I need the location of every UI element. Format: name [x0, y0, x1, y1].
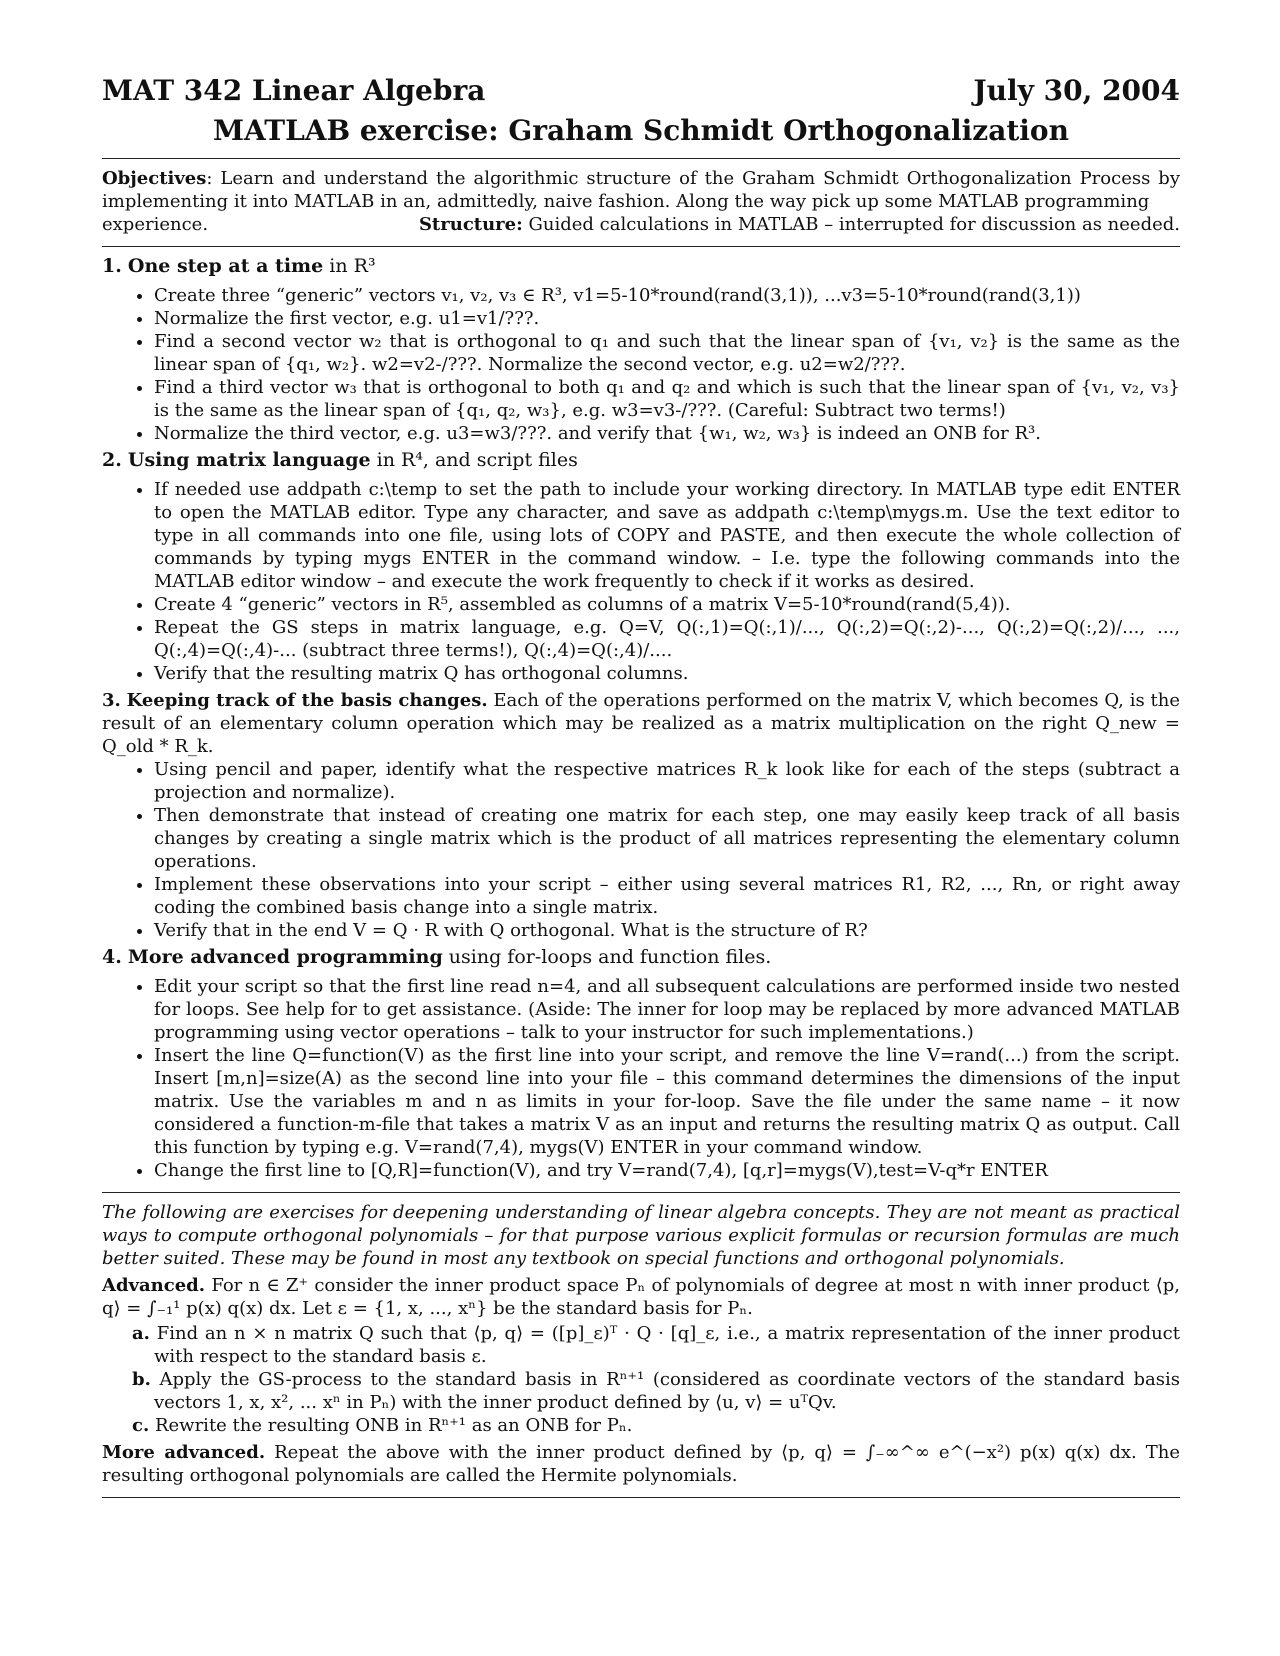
list-item: • Find a third vector w₃ that is orthogonal to both q₁ and q₂ and which is such that the linear span of {v₁, v₂, v₃} is the same as the linear span of {q₁, q₂, w₃}, e.g. w3=v3-/???. (Careful: Subtract two terms!) — [154, 376, 1180, 422]
section-3-intro — [102, 689, 1180, 758]
section-list — [102, 975, 1180, 1182]
divider — [102, 1497, 1180, 1498]
structure-label: Structure: — [418, 214, 523, 235]
list-item — [132, 1322, 1180, 1368]
list-item: • Verify that the resulting matrix Q has orthogonal columns. — [154, 662, 1180, 685]
section-number: 4. — [102, 946, 122, 968]
objectives-last-line — [102, 213, 1180, 236]
divider — [102, 158, 1180, 159]
list-item: • Edit your script so that the first line read n=4, and all subsequent calculations are performed inside two nested for loops. See help for to get assistance. (Aside: The inner for loop may be replaced by more advanced MATLAB programming using vector operations – talk to your instructor for such implementations.) — [154, 975, 1180, 1044]
item-label: a. — [132, 1323, 150, 1344]
course-title: MAT 342 Linear Algebra — [102, 74, 486, 107]
list-item: • Find a second vector w₂ that is orthogonal to q₁ and such that the linear span of {v₁, v₂} is the same as the linear span of {q₁, w₂}. w2=v2-/???. Normalize the second vector, e.g. u2=w2/???. — [154, 330, 1180, 376]
section-list — [102, 758, 1180, 942]
objectives — [102, 167, 1180, 213]
advanced-exercise — [102, 1274, 1180, 1320]
header-date: July 30, 2004 — [973, 74, 1180, 107]
list-item: • Repeat the GS steps in matrix language, e.g. Q=V, Q(:,1)=Q(:,1)/..., Q(:,2)=Q(:,2)-..., Q(:,2)=Q(:,2)/..., ..., Q(:,4)=Q(:,4)-... (subtract three terms!), Q(:,4)=Q(:,4)/.... — [154, 616, 1180, 662]
list-item — [132, 1414, 1180, 1437]
section-title: Using matrix language — [127, 449, 371, 471]
advanced-label: Advanced. — [102, 1275, 206, 1296]
list-item: • Insert the line Q=function(V) as the first line into your script, and remove the line V=rand(...) from the script. Insert [m,n]=size(A) as the second line into your file – this command determines the dimensions of the input matrix. Use the variables m and n as limits in your for-loop. Save the file under the same name – it now considered a function-m-file that takes a matrix V as an input and returns the resulting matrix Q as output. Call this function by typing e.g. V=rand(7,4), mygs(V) ENTER in your command window. — [154, 1044, 1180, 1159]
item-label: c. — [132, 1415, 150, 1436]
section-title: Keeping track of the basis changes. — [126, 690, 488, 711]
section-number: 1. — [102, 255, 122, 277]
section-title-suffix: using for-loops and function files. — [448, 946, 772, 968]
section-title: More advanced programming — [127, 946, 443, 968]
list-item: • Verify that in the end V = Q · R with Q orthogonal. What is the structure of R? — [154, 919, 1180, 942]
more-advanced-text: Repeat the above with the inner product defined by ⟨p, q⟩ = ∫₋∞^∞ e^(−x²) p(x) q(x) dx. The resulting orthogonal polynomials are called the Hermite polynomials. — [102, 1442, 1180, 1486]
item-label: b. — [132, 1369, 151, 1390]
aside-note: The following are exercises for deepening understanding of linear algebra concepts. They are not meant as practical ways to compute orthogonal polynomials – for that purpose various explicit formulas or recursion formulas are much better suited. These may be found in most any textbook on special functions and orthogonal polynomials. — [102, 1202, 1180, 1269]
list-item: • Create three “generic” vectors v₁, v₂, v₃ ∈ R³, v1=5-10*round(rand(3,1)), ...v3=5-10*round(rand(3,1)) — [154, 284, 1180, 307]
header — [102, 74, 1180, 108]
list-item: • Create 4 “generic” vectors in R⁵, assembled as columns of a matrix V=5-10*round(rand(5,4)). — [154, 593, 1180, 616]
section-list — [102, 478, 1180, 685]
list-item: • Normalize the third vector, e.g. u3=w3/???. and verify that {w₁, w₂, w₃} is indeed an ONB for R³. — [154, 422, 1180, 445]
section-number: 3. — [102, 690, 121, 711]
section-title: One step at a time — [127, 255, 324, 277]
list-item: • If needed use addpath c:\temp to set the path to include your working directory. In MATLAB type edit ENTER to open the MATLAB editor. Type any character, and save as addpath c:\temp\mygs.m. Use the text editor to type in all commands into one file, using lots of COPY and PASTE, and then execute the whole collection of commands by typing mygs ENTER in the command window. – I.e. type the following commands into the MATLAB editor window – and execute the work frequently to check if it works as desired. — [154, 478, 1180, 593]
page-title: MATLAB exercise: Graham Schmidt Orthogonalization — [213, 114, 1069, 147]
section-title-suffix: in R³ — [329, 255, 376, 277]
list-item — [132, 1368, 1180, 1414]
list-item: • Implement these observations into your script – either using several matrices R1, R2, ..., Rn, or right away coding the combined basis change into a single matrix. — [154, 873, 1180, 919]
advanced-list — [102, 1322, 1180, 1437]
structure — [419, 213, 1180, 236]
item-text: Find an n × n matrix Q such that ⟨p, q⟩ = ([p]_ε)ᵀ · Q · [q]_ε, i.e., a matrix representation of the inner product with respect to the standard basis ε. — [154, 1323, 1180, 1367]
worksheet-page — [102, 70, 1180, 1506]
objectives-label: Objectives — [102, 168, 207, 189]
section-intro-text: Each of the operations performed on the matrix V, which becomes Q, is the result of an elementary column operation which may be realized as a matrix multiplication on the right Q_new = Q_old * R_k. — [102, 690, 1180, 757]
section-number: 2. — [102, 449, 122, 471]
list-item: • Then demonstrate that instead of creating one matrix for each step, one may easily keep track of all basis changes by creating a single matrix which is the product of all matrices representing the elementary column operations. — [154, 804, 1180, 873]
list-item: • Using pencil and paper, identify what the respective matrices R_k look like for each of the steps (subtract a projection and normalize). — [154, 758, 1180, 804]
objectives-text-end: experience. — [102, 214, 209, 235]
divider — [102, 246, 1180, 247]
section-heading — [102, 449, 1180, 472]
more-advanced-exercise — [102, 1441, 1180, 1487]
section-title-suffix: in R⁴, and script files — [376, 449, 578, 471]
section-heading — [102, 255, 1180, 278]
section-heading — [102, 946, 1180, 969]
section-list — [102, 284, 1180, 445]
structure-text: Guided calculations in MATLAB – interrupted for discussion as needed. — [528, 214, 1180, 235]
list-item: • Normalize the first vector, e.g. u1=v1/???. — [154, 307, 1180, 330]
more-advanced-label: More advanced. — [102, 1442, 266, 1463]
advanced-text: For n ∈ Z⁺ consider the inner product space Pₙ of polynomials of degree at most n with inner product ⟨p, q⟩ = ∫₋₁¹ p(x) q(x) dx. Let ε = {1, x, ..., xⁿ} be the standard basis for Pₙ. — [102, 1275, 1180, 1319]
list-item: • Change the first line to [Q,R]=function(V), and try V=rand(7,4), [q,r]=mygs(V),test=V-q*r ENTER — [154, 1159, 1180, 1182]
item-text: Rewrite the resulting ONB in Rⁿ⁺¹ as an ONB for Pₙ. — [154, 1415, 633, 1436]
objectives-text: : Learn and understand the algorithmic structure of the Graham Schmidt Orthogonalization Process by implementing it into MATLAB in an, admittedly, naive fashion. Along the way pick up some MATLAB programming — [102, 168, 1180, 212]
item-text: Apply the GS-process to the standard basis in Rⁿ⁺¹ (considered as coordinate vectors of the standard basis vectors 1, x, x², ... xⁿ in Pₙ) with the inner product defined by ⟨u, v⟩ = uᵀQv. — [154, 1369, 1180, 1413]
divider — [102, 1192, 1180, 1193]
